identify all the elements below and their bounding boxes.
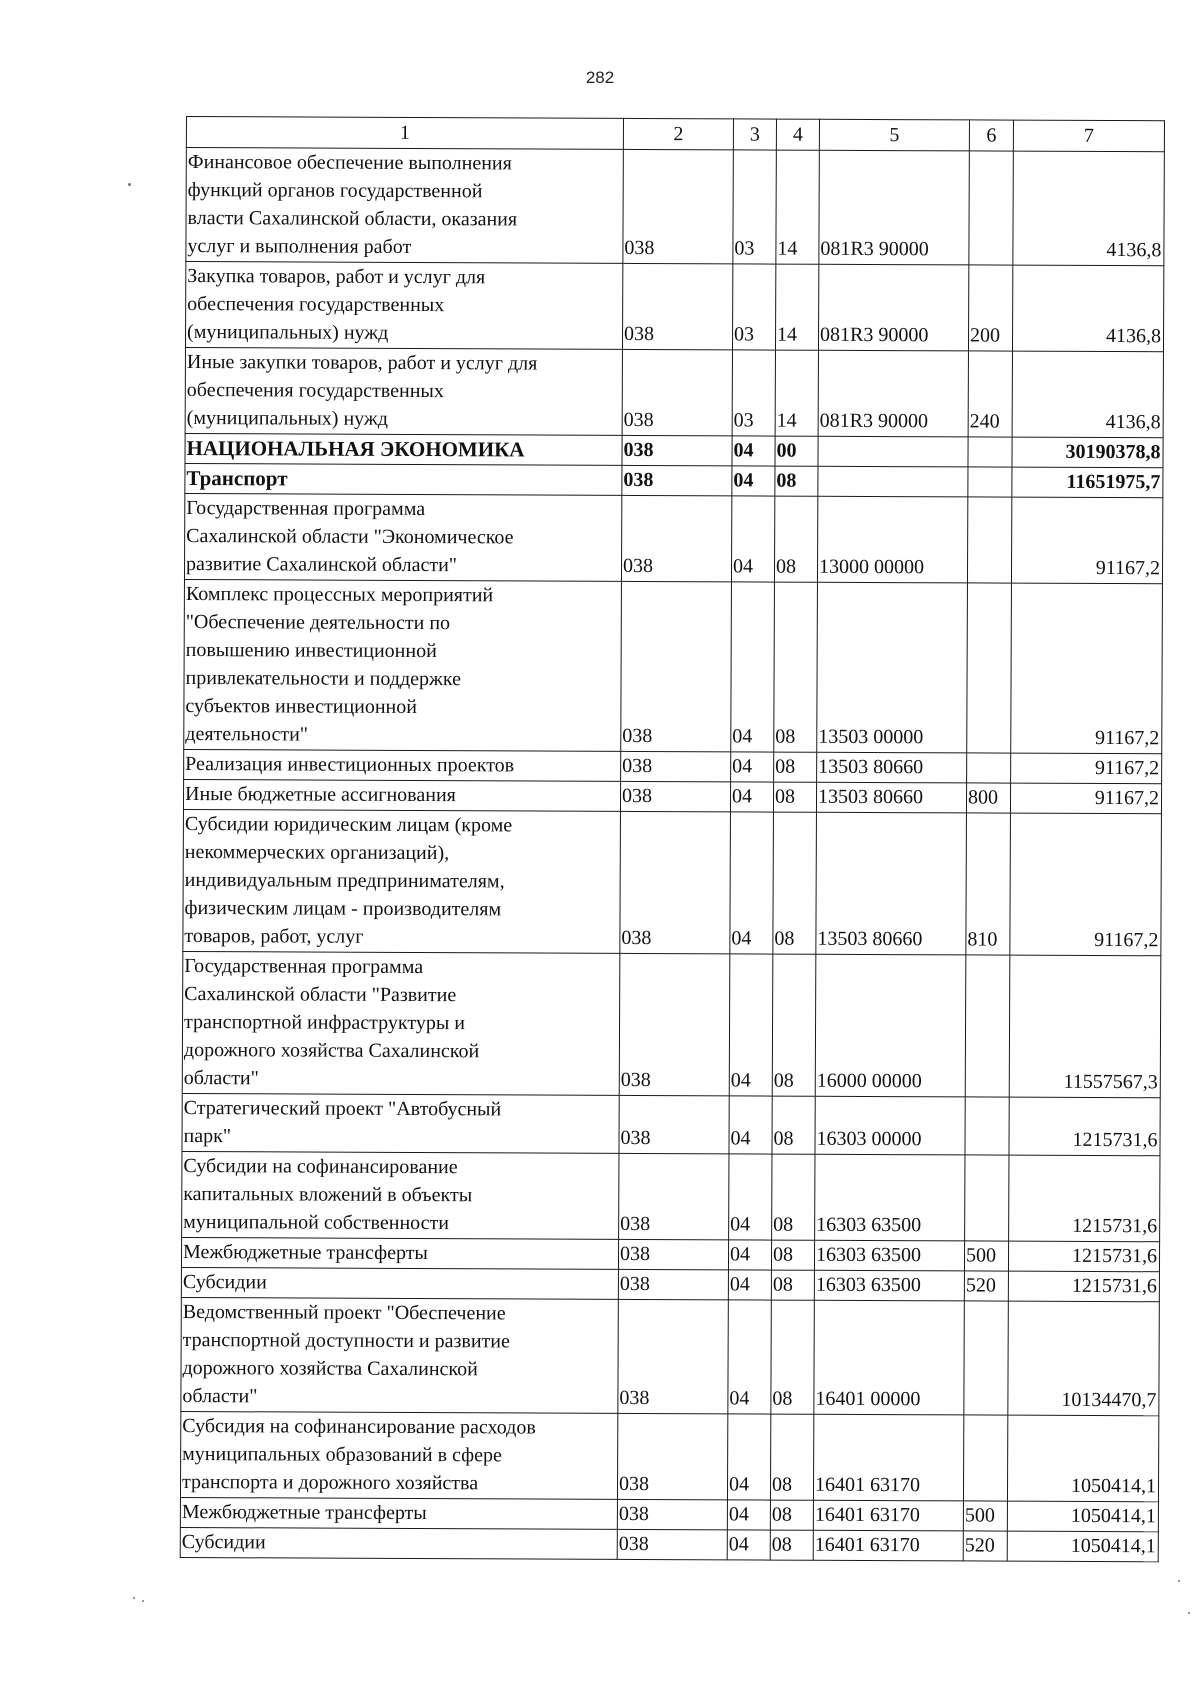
column-header: 2	[623, 118, 733, 149]
amount: 4136,8	[1012, 265, 1163, 352]
amount: 91167,2	[1011, 497, 1162, 584]
column-header: 1	[186, 117, 623, 150]
code-admin: 038	[619, 1095, 729, 1153]
code-target	[818, 466, 968, 497]
table-row	[185, 262, 1163, 352]
code-expense-type: 200	[968, 265, 1012, 351]
row-name: Субсидия на софинансирование расходов муниципальных образований в сфере транспорта и дорожного хозяйства	[180, 1411, 617, 1499]
code-expense-type: 800	[966, 783, 1010, 813]
code-subsection: 08	[773, 782, 816, 812]
table-row	[180, 1497, 1158, 1531]
code-subsection: 08	[771, 1240, 814, 1270]
column-header: 7	[1013, 120, 1164, 152]
amount: 4136,8	[1013, 151, 1164, 266]
code-expense-type: 240	[968, 351, 1012, 437]
code-section: 04	[728, 1270, 771, 1300]
code-expense-type	[967, 497, 1011, 583]
table-row	[185, 347, 1163, 437]
code-admin: 038	[622, 263, 732, 349]
table-row	[181, 1267, 1159, 1301]
table-body	[180, 117, 1164, 1562]
code-target: 16000 00000	[815, 954, 966, 1097]
code-subsection: 00	[775, 436, 818, 466]
code-admin: 038	[619, 1153, 729, 1239]
code-section: 03	[733, 150, 776, 264]
code-admin: 038	[617, 1529, 727, 1559]
code-admin: 038	[618, 1269, 728, 1299]
amount: 30190378,8	[1012, 437, 1163, 468]
row-name: Комплекс процессных мероприятий "Обеспечение деятельности по повышению инвестиционной привлекательности и поддержке субъектов инвестиционной деятельности"	[184, 579, 622, 751]
table-row	[183, 779, 1161, 813]
code-section: 04	[729, 1154, 772, 1240]
code-admin: 038	[621, 581, 732, 751]
table-row	[185, 433, 1163, 467]
page-number: 282	[585, 68, 615, 87]
code-target: 13503 80660	[816, 812, 967, 955]
code-section: 04	[731, 752, 774, 782]
code-section: 04	[729, 954, 773, 1096]
row-name: Финансовое обеспечение выполнения функций органов государственной власти Сахалинской области, оказания услуг и выполнения работ	[186, 148, 623, 264]
amount: 1050414,1	[1007, 1415, 1158, 1502]
amount: 91167,2	[1011, 753, 1162, 784]
code-admin: 038	[622, 465, 732, 495]
row-name: Ведомственный проект "Обеспечение транспортной доступности и развитие дорожного хозяйства Сахалинской области"	[181, 1297, 618, 1413]
code-target: 16401 63170	[813, 1414, 963, 1501]
row-name: Межбюджетные трансферты	[180, 1497, 617, 1529]
code-subsection: 08	[773, 812, 817, 954]
row-name: Иные бюджетные ассигнования	[183, 779, 620, 811]
table-row	[181, 1297, 1159, 1415]
code-admin: 038	[620, 811, 731, 953]
code-section: 04	[730, 782, 773, 812]
row-name: Межбюджетные трансферты	[181, 1237, 618, 1269]
row-name: Государственная программа Сахалинской области "Развитие транспортной инфраструктуры и дорожного хозяйства Сахалинской области"	[182, 951, 620, 1095]
code-target: 13503 00000	[817, 582, 968, 753]
column-header: 3	[733, 119, 776, 150]
code-subsection: 14	[775, 264, 818, 350]
table-row	[180, 1527, 1158, 1561]
code-target: 081R3 90000	[818, 264, 968, 351]
code-section: 03	[732, 350, 775, 436]
table-row	[184, 579, 1163, 753]
code-expense-type: 500	[964, 1241, 1008, 1271]
amount: 1215731,6	[1009, 1155, 1160, 1242]
code-admin: 038	[623, 149, 733, 263]
code-target: 081R3 90000	[818, 350, 968, 437]
code-admin: 038	[618, 1299, 728, 1413]
code-expense-type	[967, 753, 1011, 783]
code-subsection: 08	[770, 1500, 813, 1530]
code-subsection: 08	[775, 466, 818, 496]
code-section: 04	[727, 1530, 770, 1560]
code-subsection: 08	[772, 1096, 815, 1154]
code-section: 04	[732, 466, 775, 496]
code-target: 16303 00000	[815, 1096, 965, 1155]
code-target: 13503 80660	[816, 782, 966, 813]
code-section: 04	[727, 1500, 770, 1530]
code-admin: 038	[621, 495, 731, 581]
code-expense-type: 520	[963, 1531, 1007, 1561]
row-name: Субсидии юридическим лицам (кроме некоммерческих организаций), индивидуальным предпринимателям, физическим лицам - производителям товаров, работ, услуг	[183, 809, 621, 953]
table-row	[182, 1151, 1160, 1241]
code-admin: 038	[621, 751, 731, 781]
code-subsection: 08	[774, 496, 817, 582]
code-target: 13000 00000	[817, 496, 967, 583]
amount: 91167,2	[1010, 783, 1161, 814]
table-row	[184, 749, 1162, 783]
code-admin: 038	[617, 1499, 727, 1529]
table-row	[184, 493, 1162, 583]
code-section: 04	[728, 1240, 771, 1270]
code-subsection: 08	[774, 752, 817, 782]
code-target: 13503 80660	[817, 752, 967, 783]
code-subsection: 08	[771, 1270, 814, 1300]
code-expense-type	[969, 151, 1013, 265]
code-subsection: 08	[771, 1300, 814, 1414]
code-section: 04	[731, 496, 774, 582]
table-row	[186, 148, 1164, 266]
row-name: Закупка товаров, работ и услуг для обеспечения государственных (муниципальных) нужд	[185, 262, 622, 350]
amount: 1050414,1	[1007, 1501, 1158, 1532]
row-name: Субсидии	[181, 1267, 618, 1299]
row-name: Транспорт	[185, 463, 622, 495]
code-target: 16303 63500	[814, 1270, 964, 1301]
amount: 91167,2	[1010, 813, 1162, 956]
budget-table	[180, 116, 1165, 1562]
code-admin: 038	[620, 781, 730, 811]
column-header: 5	[819, 119, 969, 151]
amount: 11557567,3	[1009, 955, 1161, 1098]
code-expense-type	[965, 1097, 1009, 1155]
code-section: 04	[731, 582, 775, 752]
code-target: 16303 63500	[815, 1154, 965, 1241]
row-name: Государственная программа Сахалинской области "Экономическое развитие Сахалинской области"	[184, 493, 621, 581]
code-expense-type	[965, 1155, 1009, 1241]
code-expense-type	[963, 1415, 1007, 1501]
code-subsection: 08	[772, 1154, 815, 1240]
amount: 1050414,1	[1007, 1531, 1158, 1562]
code-section: 04	[728, 1300, 771, 1414]
table-row	[182, 951, 1161, 1097]
code-admin: 038	[622, 435, 732, 465]
code-target: 16401 63170	[813, 1500, 963, 1531]
scan-dust	[1188, 1612, 1190, 1614]
code-subsection: 08	[774, 582, 818, 752]
row-name: Иные закупки товаров, работ и услуг для обеспечения государственных (муниципальных) нужд	[185, 347, 622, 435]
code-section: 04	[729, 1096, 772, 1154]
amount: 91167,2	[1011, 583, 1163, 754]
code-subsection: 14	[775, 350, 818, 436]
code-expense-type	[965, 955, 1010, 1097]
code-section: 04	[730, 812, 774, 954]
column-header: 6	[969, 120, 1013, 151]
code-target: 16401 00000	[814, 1300, 964, 1415]
table-row	[181, 1237, 1159, 1271]
code-admin: 038	[617, 1413, 727, 1499]
code-expense-type: 520	[964, 1271, 1008, 1301]
code-section: 03	[732, 264, 775, 350]
code-target: 16401 63170	[813, 1530, 963, 1561]
code-expense-type	[964, 1301, 1008, 1415]
row-name: Субсидии на софинансирование капитальных вложений в объекты муниципальной собственности	[182, 1151, 619, 1239]
scan-dust	[128, 183, 131, 186]
code-target: 16303 63500	[814, 1240, 964, 1271]
code-admin: 038	[618, 1239, 728, 1269]
table-row	[180, 1411, 1158, 1501]
table-row	[185, 463, 1163, 497]
amount: 11651975,7	[1012, 467, 1163, 498]
row-name: Стратегический проект "Автобусный парк"	[182, 1093, 619, 1153]
scan-dust	[142, 1600, 144, 1602]
code-admin: 038	[619, 953, 730, 1095]
code-section: 04	[732, 436, 775, 466]
code-target: 081R3 90000	[819, 150, 969, 265]
amount: 1215731,6	[1008, 1271, 1159, 1302]
amount: 4136,8	[1012, 351, 1163, 438]
code-expense-type	[968, 467, 1012, 497]
row-name: Субсидии	[180, 1527, 617, 1559]
amount: 10134470,7	[1008, 1301, 1159, 1416]
row-name: НАЦИОНАЛЬНАЯ ЭКОНОМИКА	[185, 433, 622, 465]
code-section: 04	[727, 1414, 770, 1500]
code-expense-type	[968, 437, 1012, 467]
table-row	[183, 809, 1162, 955]
amount: 1215731,6	[1009, 1097, 1160, 1156]
code-subsection: 08	[770, 1414, 813, 1500]
scan-dust	[1178, 1580, 1180, 1582]
header-row	[186, 117, 1164, 152]
column-header: 4	[776, 119, 819, 150]
amount: 1215731,6	[1008, 1241, 1159, 1272]
row-name: Реализация инвестиционных проектов	[184, 749, 621, 781]
code-expense-type: 810	[966, 813, 1011, 955]
code-expense-type: 500	[963, 1501, 1007, 1531]
scan-dust	[133, 1597, 135, 1599]
code-subsection: 08	[772, 954, 816, 1096]
code-subsection: 14	[776, 150, 819, 264]
code-target	[818, 436, 968, 467]
code-subsection: 08	[770, 1530, 813, 1560]
code-admin: 038	[622, 349, 732, 435]
table-row	[182, 1093, 1160, 1155]
code-expense-type	[967, 583, 1012, 753]
